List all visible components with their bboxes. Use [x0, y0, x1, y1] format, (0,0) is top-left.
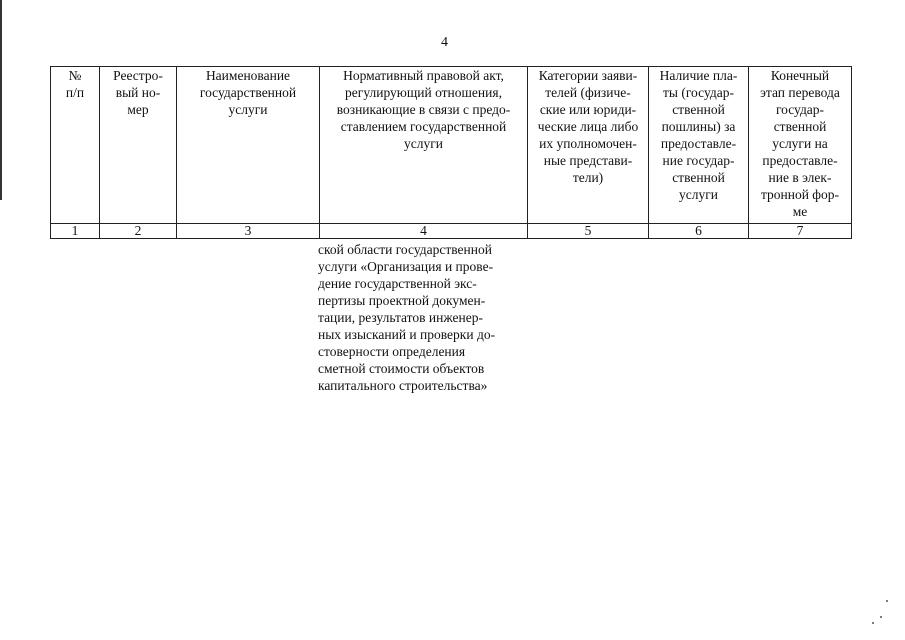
header-service-name: Наименование государственной услуги: [177, 67, 320, 224]
header-fee: Наличие пла- ты (государ- ственной пошлины) за предоставле- ние государ- ственной услуги: [649, 67, 749, 224]
col-number-4: 4: [320, 224, 528, 239]
header-applicant-categories: Категории заяви- телей (физиче- ские или юриди- ческие лица либо их уполномочен- ные представи- тели): [528, 67, 649, 224]
header-legal-act: Нормативный правовой акт, регулирующий отношения, возникающие в связи с предо- ставлением государственной услуги: [320, 67, 528, 224]
page-number: 4: [441, 35, 448, 50]
services-table: [50, 66, 852, 239]
col-number-6: 6: [649, 224, 749, 239]
header-row-number: № п/п: [51, 67, 100, 224]
col-number-1: 1: [51, 224, 100, 239]
header-electronic-stage: Конечный этап перевода государ- ственной услуги на предоставле- ние в элек- тронной фор- ме: [749, 67, 852, 224]
table-header-row: [51, 67, 852, 224]
column-number-row: [51, 224, 852, 239]
header-registry-number: Реестро- вый но- мер: [100, 67, 177, 224]
scan-speck: [872, 622, 874, 624]
col-number-5: 5: [528, 224, 649, 239]
col-number-2: 2: [100, 224, 177, 239]
legal-act-continuation-text: ской области государственной услуги «Организация и прове- дение государственной экс- пертизы проектной докумен- тации, результатов инженер- ных изысканий и проверки до- стоверности определения сметной стоимости объектов капитального строительства»: [318, 242, 496, 393]
col-number-7: 7: [749, 224, 852, 239]
scan-speck: [880, 616, 882, 618]
col-number-3: 3: [177, 224, 320, 239]
scan-edge-line: [0, 0, 2, 200]
scan-speck: [886, 600, 888, 602]
